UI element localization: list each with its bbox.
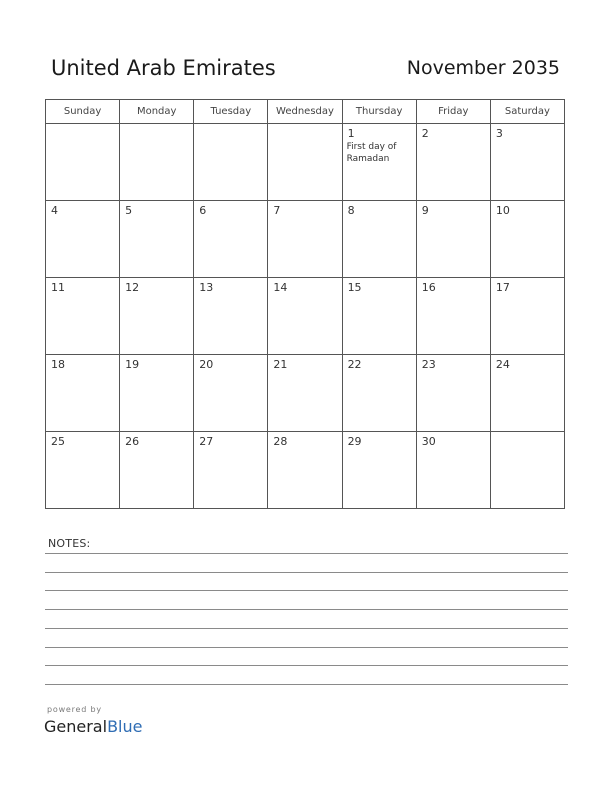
day-cell <box>490 432 564 509</box>
day-event <box>194 448 262 449</box>
month-title: November 2035 <box>406 57 560 79</box>
day-number: 13 <box>199 281 214 294</box>
day-event <box>120 294 188 295</box>
day-number: 11 <box>51 281 65 294</box>
day-event: First day of Ramadan <box>346 142 397 164</box>
notes-line <box>45 590 568 591</box>
week-row <box>46 355 565 432</box>
day-event <box>491 217 559 218</box>
day-event <box>268 448 336 449</box>
day-event <box>417 448 485 449</box>
notes-line <box>45 553 568 554</box>
day-number: 14 <box>273 281 288 294</box>
weekday-header-tuesday: Tuesday <box>194 100 268 124</box>
weekday-header-saturday: Saturday <box>490 100 564 124</box>
day-cell <box>120 124 194 201</box>
day-cell <box>46 355 120 432</box>
day-cell <box>268 355 342 432</box>
day-event <box>46 294 114 295</box>
day-event <box>268 217 336 218</box>
day-number: 12 <box>125 281 140 294</box>
day-number: 16 <box>421 281 436 294</box>
day-cell <box>268 432 342 509</box>
weekday-header-wednesday: Wednesday <box>268 100 342 124</box>
day-cell <box>194 432 268 509</box>
day-event <box>417 217 485 218</box>
weekday-header-monday: Monday <box>120 100 194 124</box>
day-number: 22 <box>347 358 362 371</box>
weekday-header-sunday: Sunday <box>46 100 120 124</box>
day-number: 30 <box>421 435 436 448</box>
notes-line <box>45 665 568 666</box>
notes-line <box>45 647 568 648</box>
day-event <box>194 371 262 372</box>
notes-line <box>45 684 568 685</box>
day-number: 18 <box>51 358 65 371</box>
powered-by-text: powered by <box>47 705 102 714</box>
day-event <box>46 128 114 129</box>
day-cell <box>46 432 120 509</box>
notes-line <box>45 609 568 610</box>
day-number: 20 <box>199 358 214 371</box>
day-event <box>417 294 485 295</box>
notes-line <box>45 572 568 573</box>
day-number: 24 <box>495 358 510 371</box>
day-cell <box>342 432 416 509</box>
day-event <box>46 217 114 218</box>
day-event <box>491 371 559 372</box>
day-number: 1 <box>347 127 355 140</box>
day-number: 17 <box>495 281 510 294</box>
day-cell <box>120 278 194 355</box>
day-number: 15 <box>347 281 362 294</box>
day-number: 7 <box>273 204 281 217</box>
day-event <box>268 128 336 129</box>
day-cell <box>194 201 268 278</box>
day-cell <box>490 278 564 355</box>
day-number: 26 <box>125 435 140 448</box>
day-cell <box>46 124 120 201</box>
day-cell <box>490 124 564 201</box>
generalblue-logo <box>44 717 142 736</box>
day-event <box>343 371 411 372</box>
day-cell <box>490 201 564 278</box>
day-cell <box>342 201 416 278</box>
day-event <box>343 448 411 449</box>
country-title: United Arab Emirates <box>51 56 276 80</box>
day-cell <box>268 278 342 355</box>
day-event <box>120 371 188 372</box>
day-number: 4 <box>51 204 58 217</box>
day-cell <box>120 201 194 278</box>
day-event <box>120 128 188 129</box>
weekday-header-friday: Friday <box>416 100 490 124</box>
day-number: 27 <box>199 435 214 448</box>
day-cell <box>416 432 490 509</box>
day-number: 9 <box>421 204 429 217</box>
day-number: 28 <box>273 435 288 448</box>
day-event <box>194 128 262 129</box>
day-number: 6 <box>199 204 207 217</box>
day-event <box>268 371 336 372</box>
day-number: 19 <box>125 358 140 371</box>
day-cell <box>120 432 194 509</box>
day-cell <box>194 124 268 201</box>
day-cell <box>342 355 416 432</box>
day-event <box>343 217 411 218</box>
weekday-header-row <box>46 100 565 124</box>
day-event <box>491 294 559 295</box>
day-number: 23 <box>421 358 436 371</box>
day-cell <box>416 278 490 355</box>
day-cell <box>268 124 342 201</box>
day-number: 25 <box>51 435 65 448</box>
day-number: 2 <box>421 127 429 140</box>
day-event <box>194 294 262 295</box>
day-cell <box>416 124 490 201</box>
day-number: 5 <box>125 204 133 217</box>
week-row <box>46 124 565 201</box>
day-event <box>491 140 559 141</box>
week-row <box>46 278 565 355</box>
notes-label: NOTES: <box>48 537 91 550</box>
day-event <box>194 217 262 218</box>
day-event <box>417 371 485 372</box>
day-cell <box>46 201 120 278</box>
day-number: 8 <box>347 204 355 217</box>
day-cell <box>342 124 416 201</box>
day-cell <box>416 355 490 432</box>
day-event <box>46 448 114 449</box>
day-cell <box>194 355 268 432</box>
day-cell <box>342 278 416 355</box>
day-event <box>120 448 188 449</box>
day-event <box>120 217 188 218</box>
day-cell <box>194 278 268 355</box>
notes-line <box>45 628 568 629</box>
day-number: 21 <box>273 358 288 371</box>
weekday-header-thursday: Thursday <box>342 100 416 124</box>
day-event <box>491 436 559 437</box>
day-cell <box>416 201 490 278</box>
brand-blue-text: Blue <box>107 717 143 736</box>
week-row <box>46 201 565 278</box>
day-event <box>268 294 336 295</box>
day-number: 29 <box>347 435 362 448</box>
day-number: 3 <box>495 127 503 140</box>
week-row <box>46 432 565 509</box>
day-event <box>343 294 411 295</box>
day-number: 10 <box>495 204 510 217</box>
day-event <box>46 371 114 372</box>
day-event <box>417 140 485 141</box>
calendar-grid <box>45 99 565 509</box>
day-cell <box>268 201 342 278</box>
day-cell <box>120 355 194 432</box>
day-cell <box>46 278 120 355</box>
day-cell <box>490 355 564 432</box>
brand-general-text: General <box>44 717 108 736</box>
